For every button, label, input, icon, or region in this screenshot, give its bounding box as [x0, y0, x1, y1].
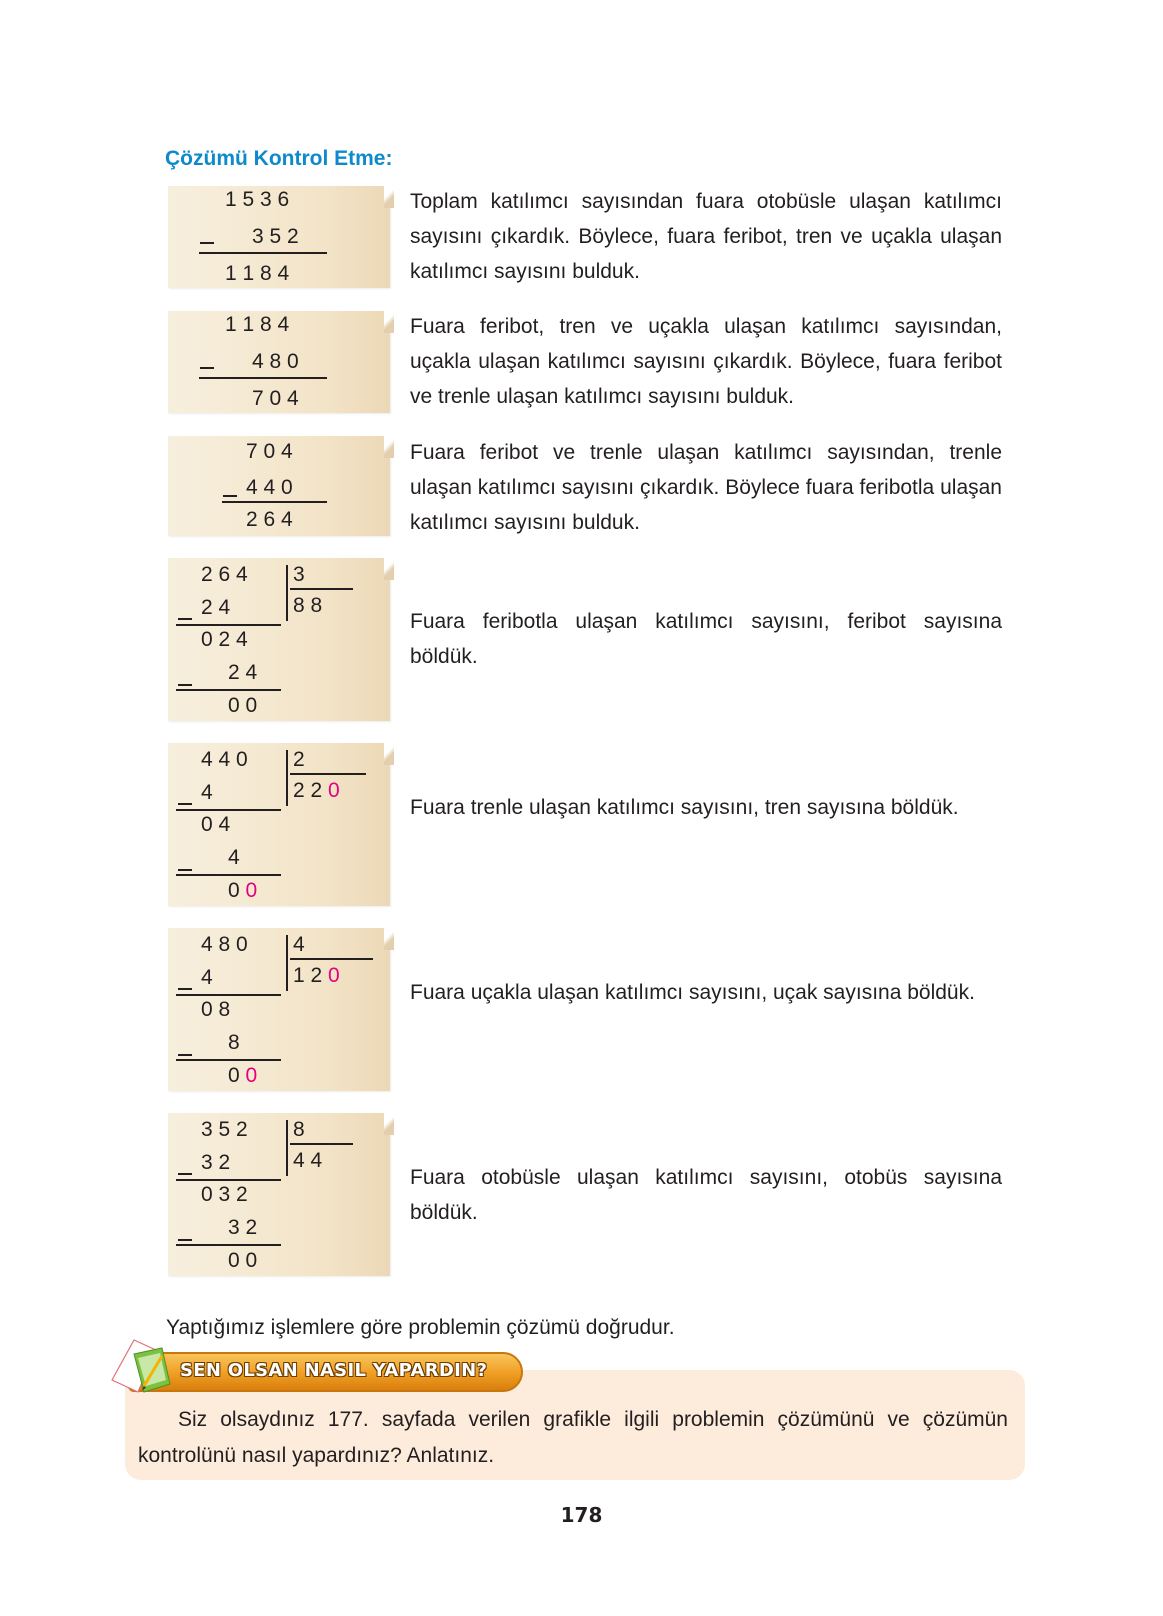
quotient	[293, 594, 322, 618]
final-remainder	[228, 879, 257, 903]
first-subtrahend: 4	[201, 966, 213, 989]
subtrahend: 4 4 0	[246, 476, 293, 499]
dividend: 3 5 2	[201, 1118, 248, 1141]
final-remainder	[228, 1064, 257, 1088]
remainder-highlight-digit: 0	[245, 879, 258, 902]
operation-card-4	[168, 558, 390, 721]
quotient-highlight-digit: 0	[328, 964, 340, 987]
step-description-7: Fuara otobüsle ulaşan katılımcı sayısını, otobüs sayısına böldük.	[410, 1166, 1002, 1224]
quotient-digits: 2 2	[293, 779, 323, 802]
task-text: Siz olsaydınız 177. sayfada verilen grafikle ilgili problemin çözümünü ve çözümün kontrolünü nasıl yapardınız? Anlatınız.	[138, 1408, 1008, 1467]
divisor: 4	[293, 933, 305, 956]
minus-sign	[200, 367, 214, 369]
quotient-digits: 4 4	[293, 1149, 323, 1172]
operation-card-5	[168, 743, 390, 906]
minuend: 1 1 8 4	[225, 313, 290, 336]
first-subtrahend: 2 4	[201, 596, 231, 619]
operation-card-1	[168, 186, 390, 288]
divisor: 3	[293, 563, 305, 586]
line-1	[176, 809, 281, 811]
divisor-line	[290, 588, 353, 590]
result: 1 1 8 4	[225, 262, 290, 285]
divisor: 8	[293, 1118, 305, 1141]
line-1	[176, 1179, 281, 1181]
minus-sign	[178, 1239, 192, 1241]
second-subtrahend: 8	[228, 1031, 240, 1054]
quotient	[293, 964, 340, 988]
operation-card-2	[168, 311, 390, 413]
step-description-5: Fuara trenle ulaşan katılımcı sayısını, tren sayısına böldük.	[410, 796, 959, 819]
divisor-line	[290, 1143, 353, 1145]
division-bar	[286, 935, 288, 991]
second-subtrahend: 3 2	[228, 1216, 258, 1239]
operation-card-6	[168, 928, 390, 1091]
task-banner-title: SEN OLSAN NASIL YAPARDIN?	[180, 1360, 488, 1381]
line-2	[176, 1244, 281, 1246]
result: 2 6 4	[246, 508, 293, 531]
step-description-6: Fuara uçakla ulaşan katılımcı sayısını, uçak sayısına böldük.	[410, 981, 975, 1004]
quotient	[293, 1149, 322, 1173]
minus-sign	[178, 1173, 192, 1175]
line-2	[176, 689, 281, 691]
notebook-pencil-icon	[104, 1336, 184, 1398]
conclusion-text: Yaptığımız işlemlere göre problemin çözümü doğrudur.	[166, 1316, 675, 1339]
step-description-2: Fuara feribot, tren ve uçakla ulaşan katılımcı sayısından, uçakla ulaşan katılımcı sayısını çıkardık. Böylece, fuara feribot ve trenle ulaşan katılımcı sayısını bulduk.	[410, 315, 1002, 408]
first-subtrahend: 3 2	[201, 1151, 231, 1174]
minuend: 1 5 3 6	[225, 188, 290, 211]
dividend: 2 6 4	[201, 563, 248, 586]
quotient-highlight-digit: 0	[328, 779, 340, 802]
result: 7 0 4	[252, 387, 299, 410]
remainder-digit: 0	[228, 879, 240, 902]
line-2	[176, 874, 281, 876]
result-line	[199, 377, 327, 379]
step-description-4: Fuara feribotla ulaşan katılımcı sayısını, feribot sayısına böldük.	[410, 610, 1002, 668]
first-remainder: 0 4	[201, 813, 231, 836]
first-remainder: 0 8	[201, 998, 231, 1021]
second-subtrahend: 4	[228, 846, 240, 869]
line-2	[176, 1059, 281, 1061]
second-subtrahend: 2 4	[228, 661, 258, 684]
subtrahend: 3 5 2	[252, 225, 299, 248]
minus-sign	[178, 1054, 192, 1056]
result-line	[199, 252, 327, 254]
minus-sign	[178, 684, 192, 686]
final-remainder: 0 0	[228, 1249, 258, 1272]
final-remainder: 0 0	[228, 694, 258, 717]
quotient-digits: 8 8	[293, 594, 323, 617]
remainder-highlight-digit: 0	[245, 1064, 258, 1087]
minus-sign	[178, 988, 192, 990]
first-remainder: 0 2 4	[201, 628, 248, 651]
quotient	[293, 779, 340, 803]
divisor: 2	[293, 748, 305, 771]
result-line	[222, 501, 327, 503]
minus-sign	[200, 242, 214, 244]
dividend: 4 8 0	[201, 933, 248, 956]
operation-card-3	[168, 436, 390, 536]
dividend: 4 4 0	[201, 748, 248, 771]
step-description-1: Toplam katılımcı sayısından fuara otobüsle ulaşan katılımcı sayısını çıkardık. Böylece, fuara feribot, tren ve uçakla ulaşan katılımcı sayısını bulduk.	[410, 190, 1002, 283]
subtrahend: 4 8 0	[252, 350, 299, 373]
line-1	[176, 994, 281, 996]
minus-sign	[178, 803, 192, 805]
operation-card-7	[168, 1113, 390, 1276]
first-subtrahend: 4	[201, 781, 213, 804]
division-bar	[286, 565, 288, 621]
first-remainder: 0 3 2	[201, 1183, 248, 1206]
division-bar	[286, 750, 288, 806]
divisor-line	[290, 773, 366, 775]
page-number: 178	[560, 1503, 603, 1527]
minus-sign	[223, 495, 237, 497]
division-bar	[286, 1120, 288, 1176]
minus-sign	[178, 869, 192, 871]
line-1	[176, 624, 281, 626]
remainder-digit: 0	[228, 1064, 240, 1087]
divisor-line	[290, 958, 373, 960]
section-heading: Çözümü Kontrol Etme:	[165, 147, 393, 170]
minuend: 7 0 4	[246, 440, 293, 463]
quotient-digits: 1 2	[293, 964, 323, 987]
step-description-3: Fuara feribot ve trenle ulaşan katılımcı sayısından, trenle ulaşan katılımcı sayısını çıkardık. Böylece fuara feribotla ulaşan katılımcı sayısını bulduk.	[410, 441, 1002, 534]
minus-sign	[178, 618, 192, 620]
